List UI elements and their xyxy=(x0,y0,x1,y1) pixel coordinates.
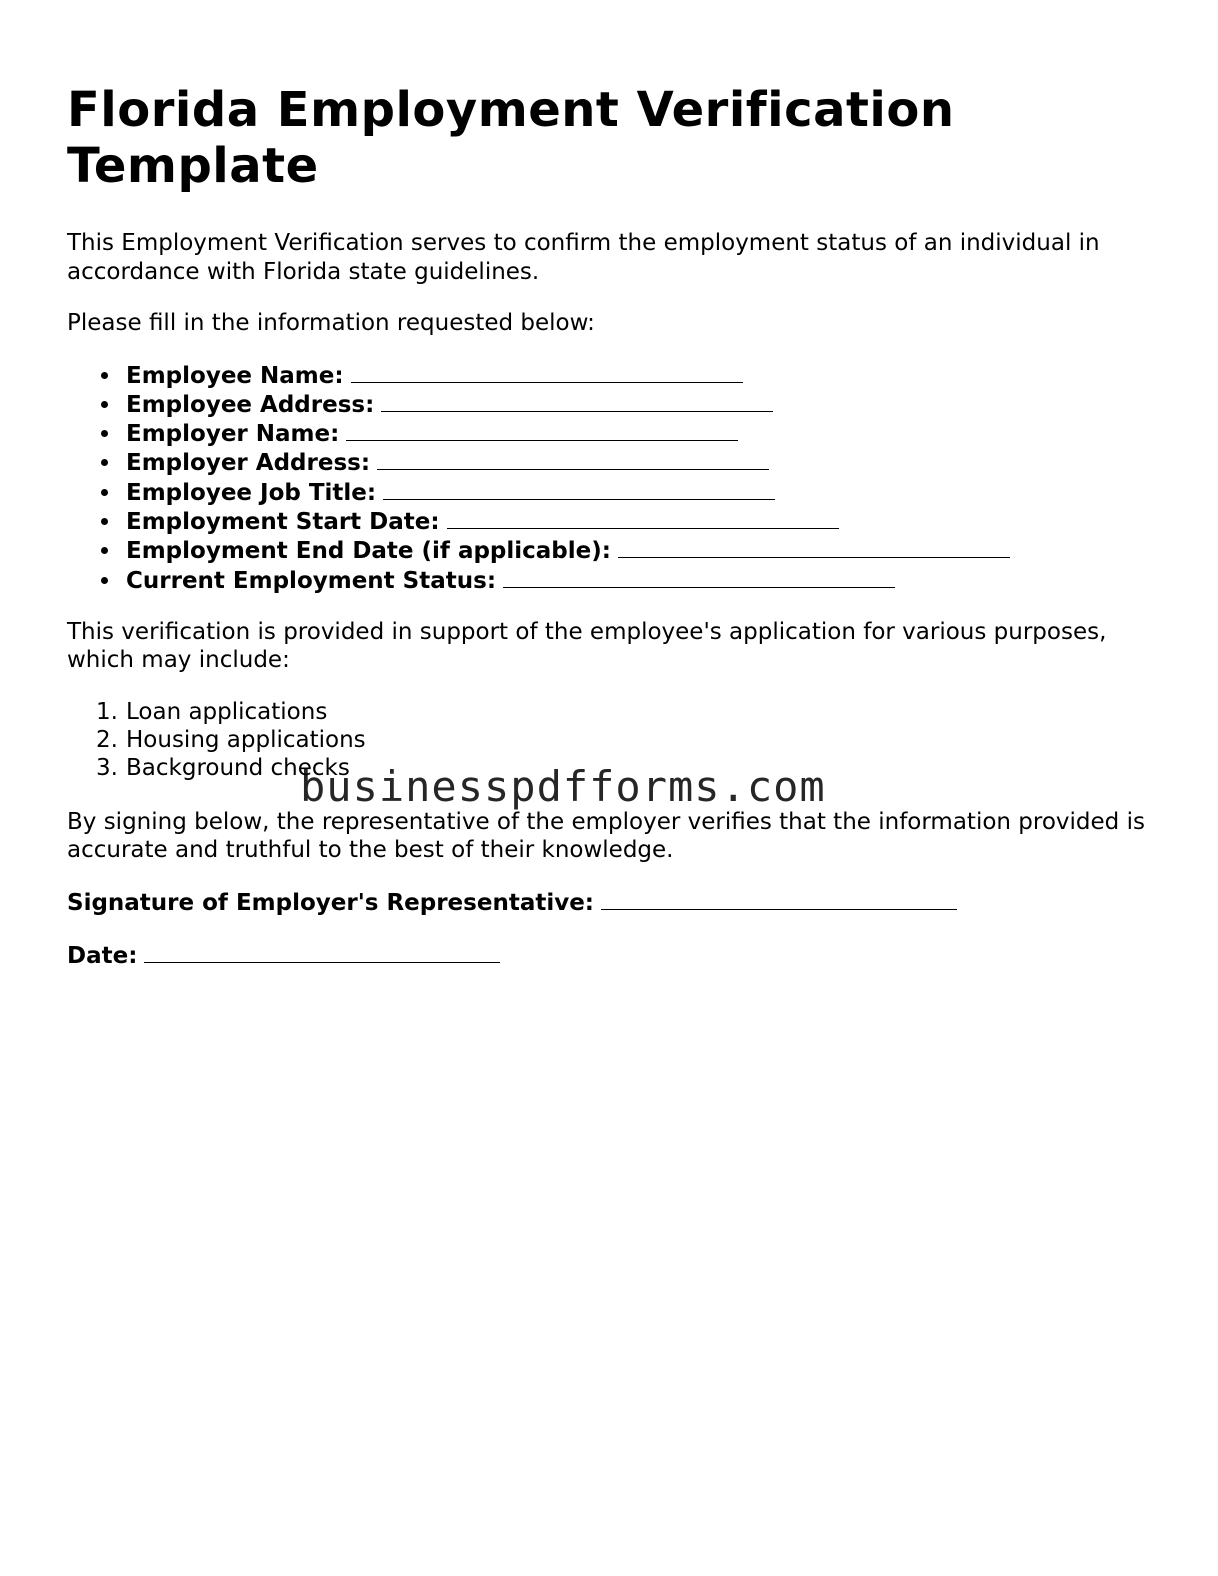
list-number: 2. xyxy=(96,727,118,754)
field-label: Employee Address: xyxy=(126,391,375,418)
attestation-paragraph: By signing below, the representative of the employer verifies that the information provided is accurate and truthful to the best of their knowledge. xyxy=(67,808,1145,864)
document-page xyxy=(67,82,1157,971)
field-list xyxy=(67,361,1157,595)
field-label: Employee Job Title: xyxy=(126,479,377,506)
intro-paragraph: This Employment Verification serves to confirm the employment status of an individual in accordance with Florida state guidelines. xyxy=(67,230,1100,285)
document-title: Florida Employment Verification Template xyxy=(67,82,955,194)
date-fill-in-line[interactable] xyxy=(144,941,500,963)
field-end-date xyxy=(126,536,1157,565)
list-item xyxy=(96,698,1157,726)
field-label: Employee Name: xyxy=(126,362,344,389)
list-item xyxy=(96,754,1157,782)
field-label: Employer Address: xyxy=(126,450,371,477)
fill-in-line[interactable] xyxy=(351,361,743,383)
field-employer-address xyxy=(126,448,1157,477)
list-number: 1. xyxy=(96,698,118,725)
signature-label: Signature of Employer's Representative: xyxy=(67,889,595,916)
fill-in-line[interactable] xyxy=(381,390,773,412)
field-employment-status xyxy=(126,566,1157,595)
field-employee-name xyxy=(126,361,1157,390)
list-item-label: Background checks xyxy=(126,755,350,782)
instructions-paragraph: Please fill in the information requested below: xyxy=(67,310,595,336)
field-label: Current Employment Status: xyxy=(126,567,497,594)
fill-in-line[interactable] xyxy=(346,419,738,441)
fill-in-line[interactable] xyxy=(503,566,895,588)
field-employer-name xyxy=(126,419,1157,448)
field-employee-address xyxy=(126,390,1157,419)
watermark: businesspdfforms.com xyxy=(300,762,826,811)
field-label: Employment End Date (if applicable): xyxy=(126,538,611,565)
purpose-list xyxy=(67,698,1157,783)
fill-in-line[interactable] xyxy=(377,448,769,470)
purpose-paragraph: This verification is provided in support of the employee's application for various purposes, which may include: xyxy=(67,618,1107,674)
list-item-label: Loan applications xyxy=(126,698,328,725)
fill-in-line[interactable] xyxy=(383,478,775,500)
field-label: Employer Name: xyxy=(126,421,340,448)
signature-fill-in-line[interactable] xyxy=(601,888,957,910)
field-job-title xyxy=(126,478,1157,507)
fill-in-line[interactable] xyxy=(618,536,1010,558)
field-start-date xyxy=(126,507,1157,536)
field-label: Employment Start Date: xyxy=(126,508,440,535)
fill-in-line[interactable] xyxy=(447,507,839,529)
list-item xyxy=(96,726,1157,754)
list-number: 3. xyxy=(96,755,118,782)
list-item-label: Housing applications xyxy=(126,727,366,754)
signature-line xyxy=(67,888,1157,918)
date-line xyxy=(67,941,1157,971)
date-label: Date: xyxy=(67,943,138,970)
